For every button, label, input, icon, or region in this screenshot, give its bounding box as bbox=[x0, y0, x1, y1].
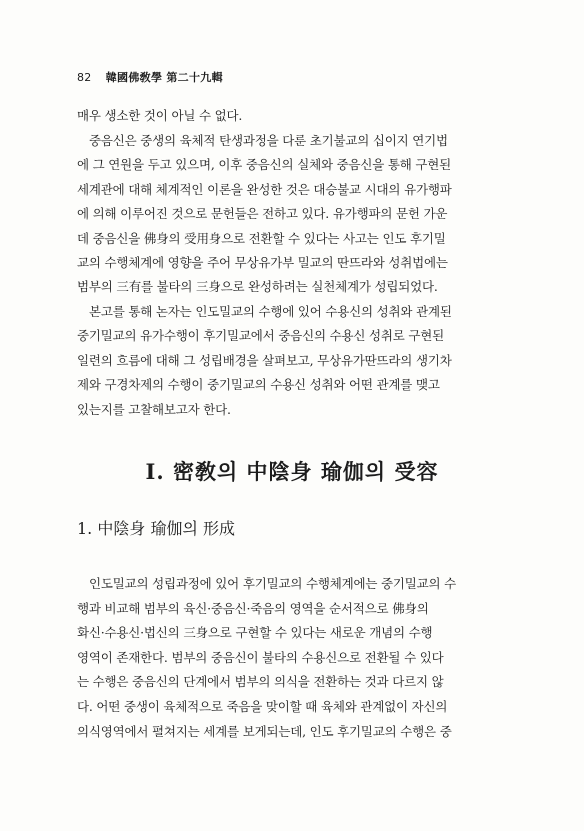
text-line: 교의 수행체계에 영향을 주어 무상유가부 밀교의 딴뜨라와 성취법에는 bbox=[77, 254, 448, 270]
text-line: 제와 구경차제의 수행이 중기밀교의 수용신 성취와 어떤 관계를 맺고 bbox=[77, 377, 440, 393]
subsection-title: 1. 中陰身 瑜伽의 形成 bbox=[77, 519, 235, 538]
paragraph-3 bbox=[77, 572, 509, 744]
text-line: 범부의 三有를 불타의 三身으로 완성하려는 실천체계가 성립되었다. bbox=[77, 279, 438, 295]
text-line: 행과 비교해 범부의 육신·중음신·죽음의 영역을 순서적으로 佛身의 bbox=[77, 600, 429, 616]
paragraph-1 bbox=[77, 129, 509, 300]
text-line: 에 의해 이루어진 것으로 문헌들은 전하고 있다. 유가행파의 문헌 가운 bbox=[77, 206, 448, 222]
text-line: 중기밀교의 유가수행이 후기밀교에서 중음신의 수용신 성취로 구현된 bbox=[77, 328, 445, 344]
journal-title: 韓國佛敎學 第二十九輯 bbox=[105, 71, 223, 84]
page-number: 82 bbox=[77, 71, 92, 84]
text-line: 에 그 연원을 두고 있으며, 이후 중음신의 실체와 중음신을 통해 구현된 bbox=[77, 157, 452, 173]
text-line: 화신·수용신·법신의 三身으로 구현할 수 있다는 새로운 개념의 수행 bbox=[77, 625, 433, 641]
text-line: 본고를 통해 논자는 인도밀교의 수행에 있어 수용신의 성취와 관계된 bbox=[89, 304, 452, 319]
text-line: 다. 어떤 중생이 육체적으로 죽음을 맞이할 때 육체와 관계없이 자신의 bbox=[77, 698, 448, 714]
text-line: 일련의 흐름에 대해 그 성립배경을 살펴보고, 무상유가딴뜨라의 생기차 bbox=[77, 352, 452, 368]
running-header bbox=[77, 69, 223, 85]
text-line: 중음신은 중생의 육체적 탄생과정을 다룬 초기불교의 십이지 연기법 bbox=[89, 133, 448, 148]
text-line: 인도밀교의 성립과정에 있어 후기밀교의 수행체계에는 중기밀교의 수 bbox=[89, 576, 457, 591]
text-line: 영역이 존재한다. 범부의 중음신이 불타의 수용신으로 전환될 수 있다 bbox=[77, 649, 444, 665]
section-title: I. 密敎의 中陰身 瑜伽의 受容 bbox=[145, 459, 439, 484]
text-line: 있는지를 고찰해보고자 한다. bbox=[77, 401, 231, 417]
text-line: 데 중음신을 佛身의 受用身으로 전환할 수 있다는 사고는 인도 후기밀 bbox=[77, 230, 446, 246]
text-line: 매우 생소한 것이 아닐 수 없다. bbox=[77, 108, 243, 123]
text-line: 세계관에 대해 체계적인 이론을 완성한 것은 대승불교 시대의 유가행파 bbox=[77, 181, 452, 197]
paragraph-2 bbox=[77, 300, 509, 422]
text-line: 는 수행은 중음신의 단계에서 범부의 의식을 전환하는 것과 다르지 않 bbox=[77, 674, 444, 690]
text-line: 의식영역에서 펼쳐지는 세계를 보게되는데, 인도 후기밀교의 수행은 중 bbox=[77, 723, 452, 739]
intro-line bbox=[77, 104, 509, 128]
